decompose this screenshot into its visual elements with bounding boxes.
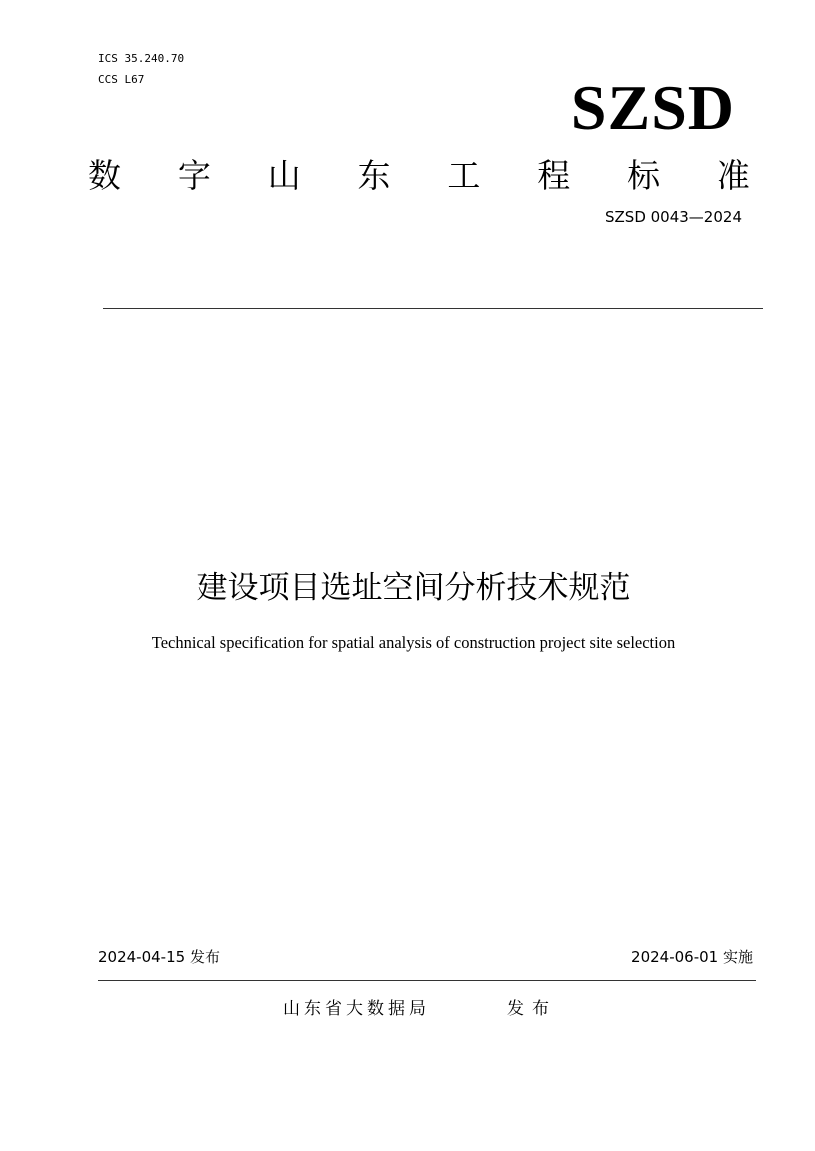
- standard-logo: SZSD: [570, 72, 735, 143]
- standard-type-char: 字: [177, 156, 211, 195]
- standard-type-char: 山: [267, 156, 301, 195]
- publisher-name: 山东省大数据局: [283, 999, 430, 1019]
- document-title-chinese: 建设项目选址空间分析技术规范: [196, 570, 631, 606]
- publish-label: 发布: [507, 999, 557, 1019]
- top-divider: [103, 308, 763, 309]
- standard-type-char: 准: [716, 156, 750, 195]
- bottom-divider: [98, 980, 756, 981]
- ccs-code: CCS L67: [98, 73, 145, 86]
- implementation-date: 2024-06-01 实施: [631, 948, 753, 966]
- standard-type-char: 工: [447, 156, 481, 195]
- standard-type-char: 东: [357, 156, 391, 195]
- issue-date: 2024-04-15 发布: [98, 948, 220, 966]
- standard-type-char: 数: [88, 156, 121, 195]
- ics-code: ICS 35.240.70: [98, 52, 185, 65]
- standard-type-heading: [88, 152, 750, 200]
- standard-type-char: 程: [537, 156, 571, 195]
- document-title-english: Technical specification for spatial analysis of construction project site selection: [151, 633, 676, 652]
- standard-type-char: 标: [627, 156, 661, 195]
- standard-code: SZSD 0043—2024: [605, 208, 742, 226]
